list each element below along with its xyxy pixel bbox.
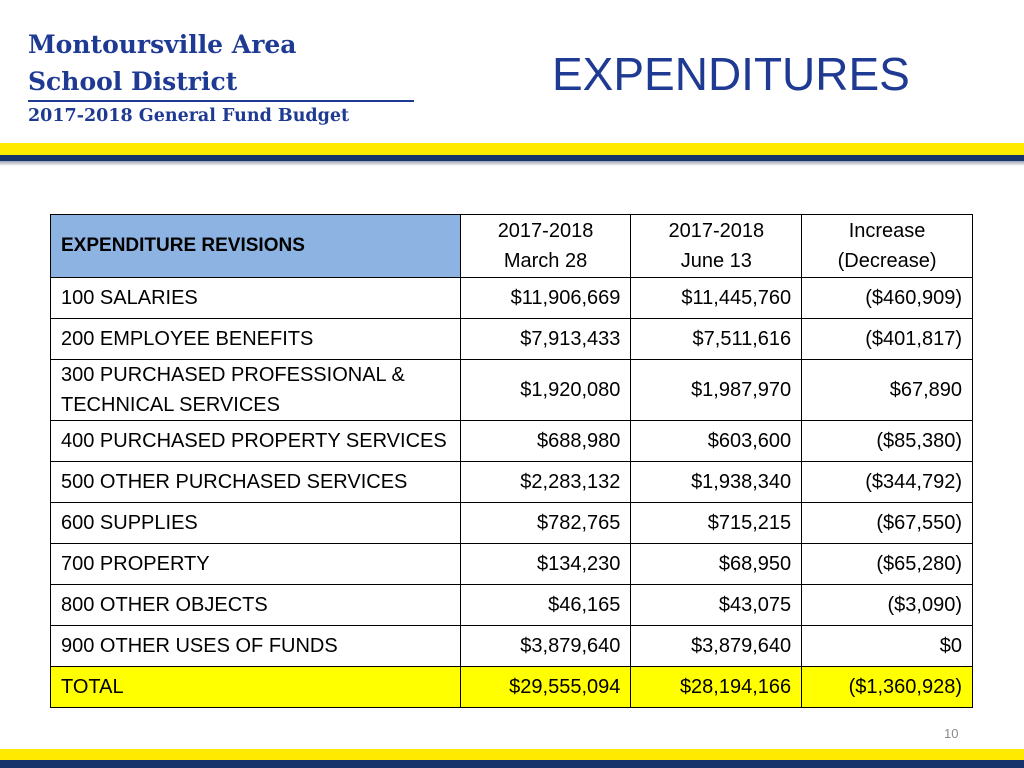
row-june-value: $68,950 — [631, 544, 802, 585]
table-row — [51, 421, 973, 462]
column-header-march-line2: March 28 — [503, 250, 588, 272]
row-june-value: $43,075 — [631, 585, 802, 626]
top-band-yellow — [0, 143, 1024, 155]
table-row — [51, 278, 973, 319]
column-header-june — [631, 215, 802, 278]
top-band-shadow — [0, 161, 1024, 166]
row-label: 400 PURCHASED PROPERTY SERVICES — [51, 421, 461, 462]
total-change-value: ($1,360,928) — [802, 667, 973, 708]
column-header-march-line1: 2017-2018 — [497, 220, 594, 242]
row-march-value: $46,165 — [460, 585, 631, 626]
row-change-value: $67,890 — [802, 360, 973, 421]
total-row — [51, 667, 973, 708]
bottom-band-yellow — [0, 749, 1024, 760]
slide-title: EXPENDITURES — [552, 48, 910, 100]
row-june-value: $1,938,340 — [631, 462, 802, 503]
row-change-value: ($401,817) — [802, 319, 973, 360]
district-divider — [28, 100, 414, 102]
table-row — [51, 319, 973, 360]
expenditure-table — [50, 214, 973, 708]
column-header-change-line1: Increase — [848, 220, 926, 242]
row-march-value: $3,879,640 — [460, 626, 631, 667]
row-june-value: $7,511,616 — [631, 319, 802, 360]
table-row — [51, 626, 973, 667]
column-header-june-line1: 2017-2018 — [668, 220, 765, 242]
total-june-value: $28,194,166 — [631, 667, 802, 708]
column-header-march — [460, 215, 631, 278]
row-label: 500 OTHER PURCHASED SERVICES — [51, 462, 461, 503]
total-label: TOTAL — [51, 667, 461, 708]
district-header — [28, 26, 414, 128]
row-change-value: ($344,792) — [802, 462, 973, 503]
district-name-line1: Montoursville Area — [28, 30, 297, 59]
column-header-change — [802, 215, 973, 278]
row-june-value: $1,987,970 — [631, 360, 802, 421]
row-march-value: $134,230 — [460, 544, 631, 585]
table-header-row — [51, 215, 973, 278]
row-label-line1: 300 PURCHASED PROFESSIONAL & — [61, 364, 405, 386]
table-row — [51, 544, 973, 585]
row-change-value: ($460,909) — [802, 278, 973, 319]
row-label: 800 OTHER OBJECTS — [51, 585, 461, 626]
row-label: 200 EMPLOYEE BENEFITS — [51, 319, 461, 360]
row-label: 600 SUPPLIES — [51, 503, 461, 544]
row-label: 100 SALARIES — [51, 278, 461, 319]
table-row — [51, 585, 973, 626]
row-june-value: $603,600 — [631, 421, 802, 462]
table-row — [51, 462, 973, 503]
row-change-value: ($3,090) — [802, 585, 973, 626]
bottom-band-navy — [0, 760, 1024, 768]
column-header-june-line2: June 13 — [680, 250, 752, 272]
row-march-value: $782,765 — [460, 503, 631, 544]
row-march-value: $1,920,080 — [460, 360, 631, 421]
row-march-value: $7,913,433 — [460, 319, 631, 360]
page-number: 10 — [944, 726, 959, 741]
district-name-line2: School District — [28, 67, 238, 96]
row-change-value: ($85,380) — [802, 421, 973, 462]
table-row — [51, 360, 973, 421]
row-label: 900 OTHER USES OF FUNDS — [51, 626, 461, 667]
row-june-value: $11,445,760 — [631, 278, 802, 319]
table-row — [51, 503, 973, 544]
row-june-value: $3,879,640 — [631, 626, 802, 667]
row-change-value: ($65,280) — [802, 544, 973, 585]
budget-name: 2017-2018 General Fund Budget — [28, 106, 350, 126]
column-header-change-line2: (Decrease) — [837, 250, 937, 272]
row-change-value: ($67,550) — [802, 503, 973, 544]
column-header-label: EXPENDITURE REVISIONS — [51, 215, 461, 278]
row-label: 700 PROPERTY — [51, 544, 461, 585]
row-march-value: $688,980 — [460, 421, 631, 462]
total-march-value: $29,555,094 — [460, 667, 631, 708]
row-change-value: $0 — [802, 626, 973, 667]
row-march-value: $2,283,132 — [460, 462, 631, 503]
row-label-line2: TECHNICAL SERVICES — [61, 394, 280, 416]
row-march-value: $11,906,669 — [460, 278, 631, 319]
row-june-value: $715,215 — [631, 503, 802, 544]
row-label — [51, 360, 461, 421]
